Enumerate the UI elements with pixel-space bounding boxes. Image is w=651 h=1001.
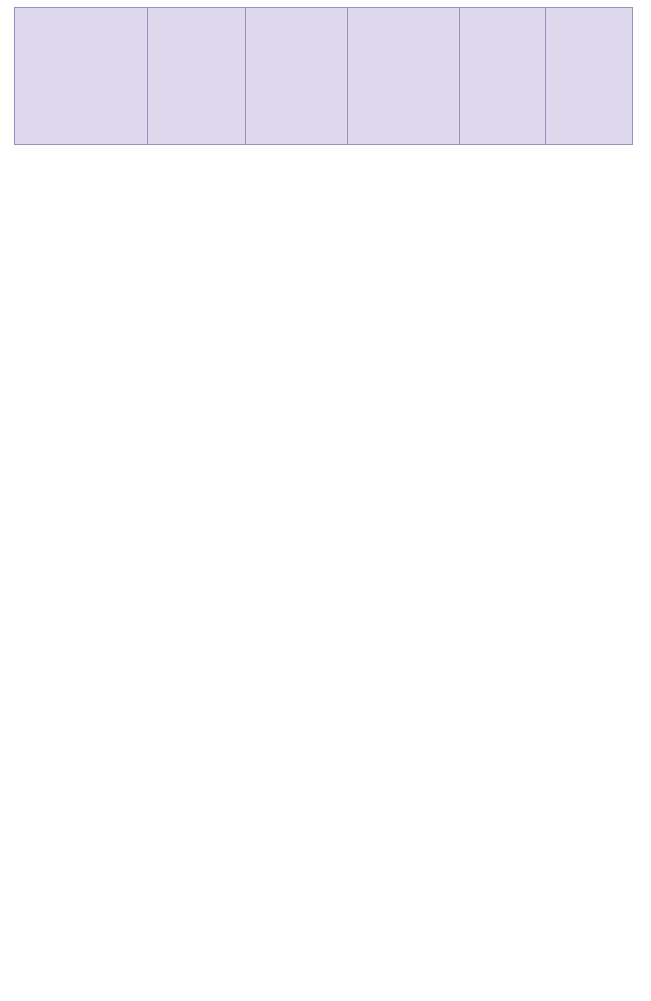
header-area	[348, 8, 460, 145]
header-runoff	[546, 8, 633, 145]
header-row	[15, 8, 633, 145]
header-flow	[460, 8, 546, 145]
header-name	[15, 8, 148, 145]
rivers-table-top	[14, 7, 633, 145]
header-kz-length	[246, 8, 348, 145]
header-total-length	[148, 8, 246, 145]
